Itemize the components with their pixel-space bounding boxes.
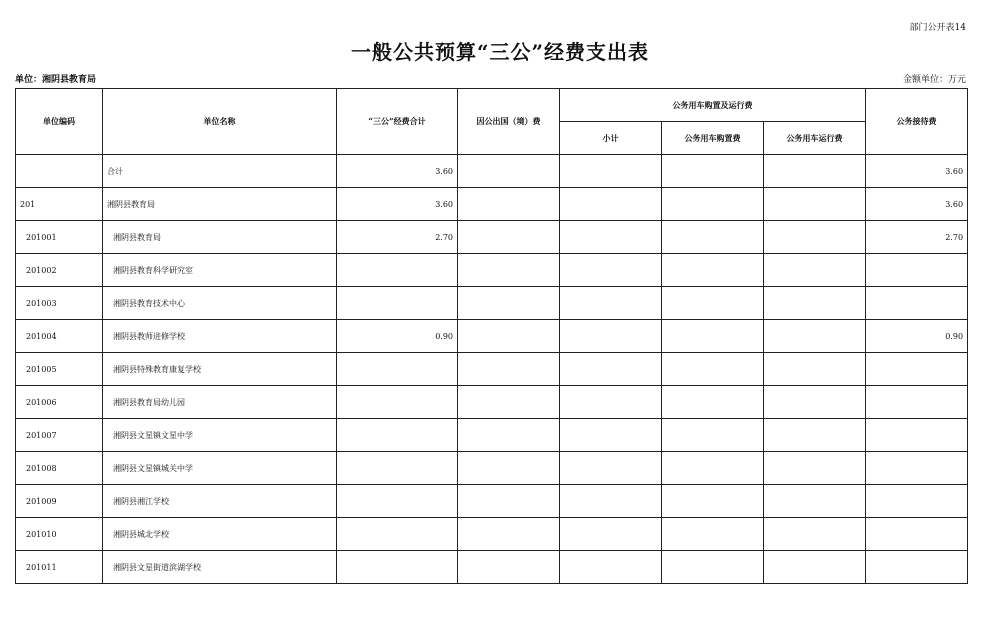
table-row (16, 551, 968, 584)
table-body (16, 155, 968, 584)
cell-name: 湘阴县教师进修学校 (103, 320, 337, 353)
header-purchase: 公务用车购置费 (662, 122, 764, 155)
cell-abroad (458, 155, 560, 188)
cell-reception (866, 419, 968, 452)
cell-code: 201010 (16, 518, 103, 551)
cell-abroad (458, 419, 560, 452)
cell-operation (764, 155, 866, 188)
cell-total (337, 287, 458, 320)
cell-name: 湘阴县文星镇文星中学 (103, 419, 337, 452)
cell-name: 湘阴县文星镇城关中学 (103, 452, 337, 485)
cell-operation (764, 287, 866, 320)
cell-reception: 3.60 (866, 155, 968, 188)
table-row (16, 287, 968, 320)
cell-code: 201011 (16, 551, 103, 584)
cell-total: 3.60 (337, 188, 458, 221)
cell-reception: 0.90 (866, 320, 968, 353)
header-code: 单位编码 (16, 89, 103, 155)
table-row (16, 254, 968, 287)
cell-subtotal (560, 353, 662, 386)
cell-total: 2.70 (337, 221, 458, 254)
form-number: 部门公开表14 (909, 23, 966, 33)
table-row (16, 353, 968, 386)
cell-purchase (662, 386, 764, 419)
cell-code: 201008 (16, 452, 103, 485)
cell-operation (764, 353, 866, 386)
cell-reception (866, 518, 968, 551)
table-row (16, 386, 968, 419)
cell-operation (764, 320, 866, 353)
cell-code: 201005 (16, 353, 103, 386)
cell-total (337, 419, 458, 452)
cell-operation (764, 188, 866, 221)
cell-abroad (458, 188, 560, 221)
cell-name: 湘阴县文星街道滨湖学校 (103, 551, 337, 584)
cell-purchase (662, 188, 764, 221)
cell-subtotal (560, 551, 662, 584)
cell-total (337, 551, 458, 584)
cell-operation (764, 518, 866, 551)
table-row (16, 518, 968, 551)
header-subtotal: 小计 (560, 122, 662, 155)
cell-name: 湘阴县教育局 (103, 221, 337, 254)
cell-name: 湘阴县教育技术中心 (103, 287, 337, 320)
cell-reception: 2.70 (866, 221, 968, 254)
cell-purchase (662, 551, 764, 584)
table-row (16, 419, 968, 452)
cell-abroad (458, 320, 560, 353)
cell-total (337, 485, 458, 518)
cell-total: 0.90 (337, 320, 458, 353)
cell-purchase (662, 221, 764, 254)
cell-name: 湘阴县特殊教育康复学校 (103, 353, 337, 386)
cell-purchase (662, 320, 764, 353)
cell-subtotal (560, 386, 662, 419)
table-row (16, 188, 968, 221)
cell-abroad (458, 452, 560, 485)
cell-subtotal (560, 452, 662, 485)
cell-reception (866, 386, 968, 419)
cell-reception (866, 485, 968, 518)
cell-code: 201 (16, 188, 103, 221)
cell-code: 201006 (16, 386, 103, 419)
cell-purchase (662, 287, 764, 320)
cell-purchase (662, 452, 764, 485)
cell-abroad (458, 221, 560, 254)
cell-name: 湘阴县教育科学研究室 (103, 254, 337, 287)
cell-operation (764, 419, 866, 452)
cell-code: 201003 (16, 287, 103, 320)
header-abroad: 因公出国（境）费 (458, 89, 560, 155)
header-operation: 公务用车运行费 (764, 122, 866, 155)
cell-subtotal (560, 155, 662, 188)
cell-operation (764, 485, 866, 518)
table-row (16, 452, 968, 485)
cell-name: 湘阴县教育局幼儿园 (103, 386, 337, 419)
cell-code: 201007 (16, 419, 103, 452)
header-vehicle-group: 公务用车购置及运行费 (560, 89, 866, 122)
header-name: 单位名称 (103, 89, 337, 155)
cell-subtotal (560, 419, 662, 452)
cell-total (337, 386, 458, 419)
cell-operation (764, 254, 866, 287)
header-total: “三公”经费合计 (337, 89, 458, 155)
cell-operation (764, 386, 866, 419)
cell-reception (866, 287, 968, 320)
cell-operation (764, 551, 866, 584)
cell-total: 3.60 (337, 155, 458, 188)
cell-subtotal (560, 518, 662, 551)
cell-total (337, 254, 458, 287)
table-row (16, 485, 968, 518)
cell-reception (866, 353, 968, 386)
cell-code (16, 155, 103, 188)
unit-label: 单位：湘阴县教育局 (15, 75, 97, 85)
amount-unit-label: 金额单位：万元 (902, 75, 966, 85)
cell-purchase (662, 353, 764, 386)
cell-purchase (662, 254, 764, 287)
cell-subtotal (560, 287, 662, 320)
page-title: 一般公共预算“三公”经费支出表 (350, 40, 649, 64)
cell-purchase (662, 518, 764, 551)
cell-subtotal (560, 221, 662, 254)
cell-code: 201009 (16, 485, 103, 518)
cell-total (337, 452, 458, 485)
expense-table (15, 88, 968, 584)
cell-abroad (458, 254, 560, 287)
cell-subtotal (560, 188, 662, 221)
cell-subtotal (560, 254, 662, 287)
cell-operation (764, 452, 866, 485)
cell-reception (866, 551, 968, 584)
cell-purchase (662, 419, 764, 452)
cell-subtotal (560, 320, 662, 353)
table-row (16, 155, 968, 188)
table-row (16, 320, 968, 353)
cell-abroad (458, 551, 560, 584)
cell-abroad (458, 353, 560, 386)
cell-name: 湘阴县湘江学校 (103, 485, 337, 518)
cell-purchase (662, 155, 764, 188)
table-row (16, 221, 968, 254)
header-reception: 公务接待费 (866, 89, 968, 155)
cell-total (337, 518, 458, 551)
cell-abroad (458, 485, 560, 518)
cell-operation (764, 221, 866, 254)
cell-reception (866, 452, 968, 485)
cell-code: 201001 (16, 221, 103, 254)
cell-purchase (662, 485, 764, 518)
cell-code: 201004 (16, 320, 103, 353)
cell-abroad (458, 287, 560, 320)
cell-abroad (458, 386, 560, 419)
cell-name: 湘阴县教育局 (103, 188, 337, 221)
cell-total (337, 353, 458, 386)
cell-reception (866, 254, 968, 287)
cell-abroad (458, 518, 560, 551)
cell-code: 201002 (16, 254, 103, 287)
cell-name: 湘阴县城北学校 (103, 518, 337, 551)
cell-subtotal (560, 485, 662, 518)
cell-reception: 3.60 (866, 188, 968, 221)
cell-name: 合计 (103, 155, 337, 188)
